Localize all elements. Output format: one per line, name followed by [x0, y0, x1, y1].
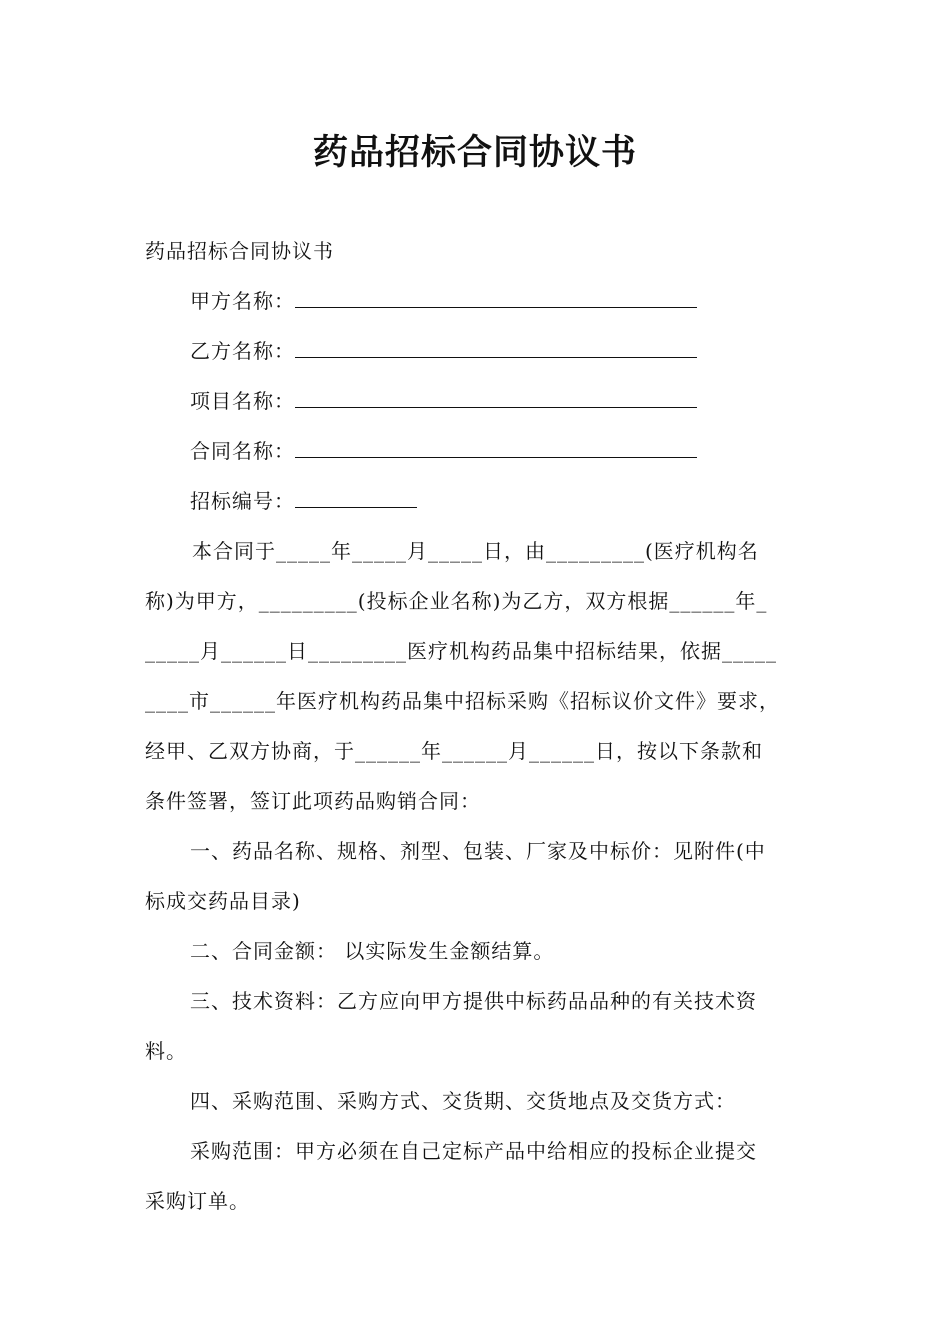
document-title: 药品招标合同协议书	[312, 133, 637, 173]
body-line-1: 本合同于_____年_____月_____日，由_________(医疗机构名	[192, 539, 759, 563]
party-a-label: 甲方名称：	[190, 289, 295, 313]
party-a-blank	[295, 289, 697, 308]
document-subtitle: 药品招标合同协议书	[145, 239, 334, 263]
contract-field	[190, 436, 815, 466]
body-line-2: 称)为甲方，_________(投标企业名称)为乙方，双方根据______年_	[145, 589, 768, 613]
body-line-3: _____月______日_________医疗机构药品集中招标结果，依据_____	[145, 639, 777, 663]
contract-blank	[295, 439, 697, 458]
party-b-field	[190, 336, 815, 366]
project-label: 项目名称：	[190, 389, 295, 413]
clause-1-line-1: 一、药品名称、规格、剂型、包装、厂家及中标价：见附件(中	[190, 839, 766, 863]
clause-4: 四、采购范围、采购方式、交货期、交货地点及交货方式：	[190, 1089, 736, 1113]
tender-number-blank	[295, 489, 417, 508]
body-line-4: ____市______年医疗机构药品集中招标采购《招标议价文件》要求，	[145, 689, 780, 713]
body-line-6: 条件签署，签订此项药品购销合同：	[145, 789, 481, 813]
tender-number-field	[190, 486, 815, 516]
party-b-blank	[295, 339, 697, 358]
clause-3-line-1: 三、技术资料：乙方应向甲方提供中标药品品种的有关技术资	[190, 989, 757, 1013]
project-blank	[295, 389, 697, 408]
body-line-5: 经甲、乙双方协商，于______年______月______日，按以下条款和	[145, 739, 763, 763]
contract-label: 合同名称：	[190, 439, 295, 463]
purchase-scope-line-2: 采购订单。	[145, 1189, 250, 1213]
party-b-label: 乙方名称：	[190, 339, 295, 363]
party-a-field	[190, 286, 815, 316]
clause-3-line-2: 料。	[145, 1039, 187, 1063]
purchase-scope-line-1: 采购范围：甲方必须在自己定标产品中给相应的投标企业提交	[190, 1139, 757, 1163]
project-field	[190, 386, 815, 416]
clause-2: 二、合同金额： 以实际发生金额结算。	[190, 939, 555, 963]
tender-number-label: 招标编号：	[190, 489, 295, 513]
clause-1-line-2: 标成交药品目录)	[145, 889, 301, 913]
